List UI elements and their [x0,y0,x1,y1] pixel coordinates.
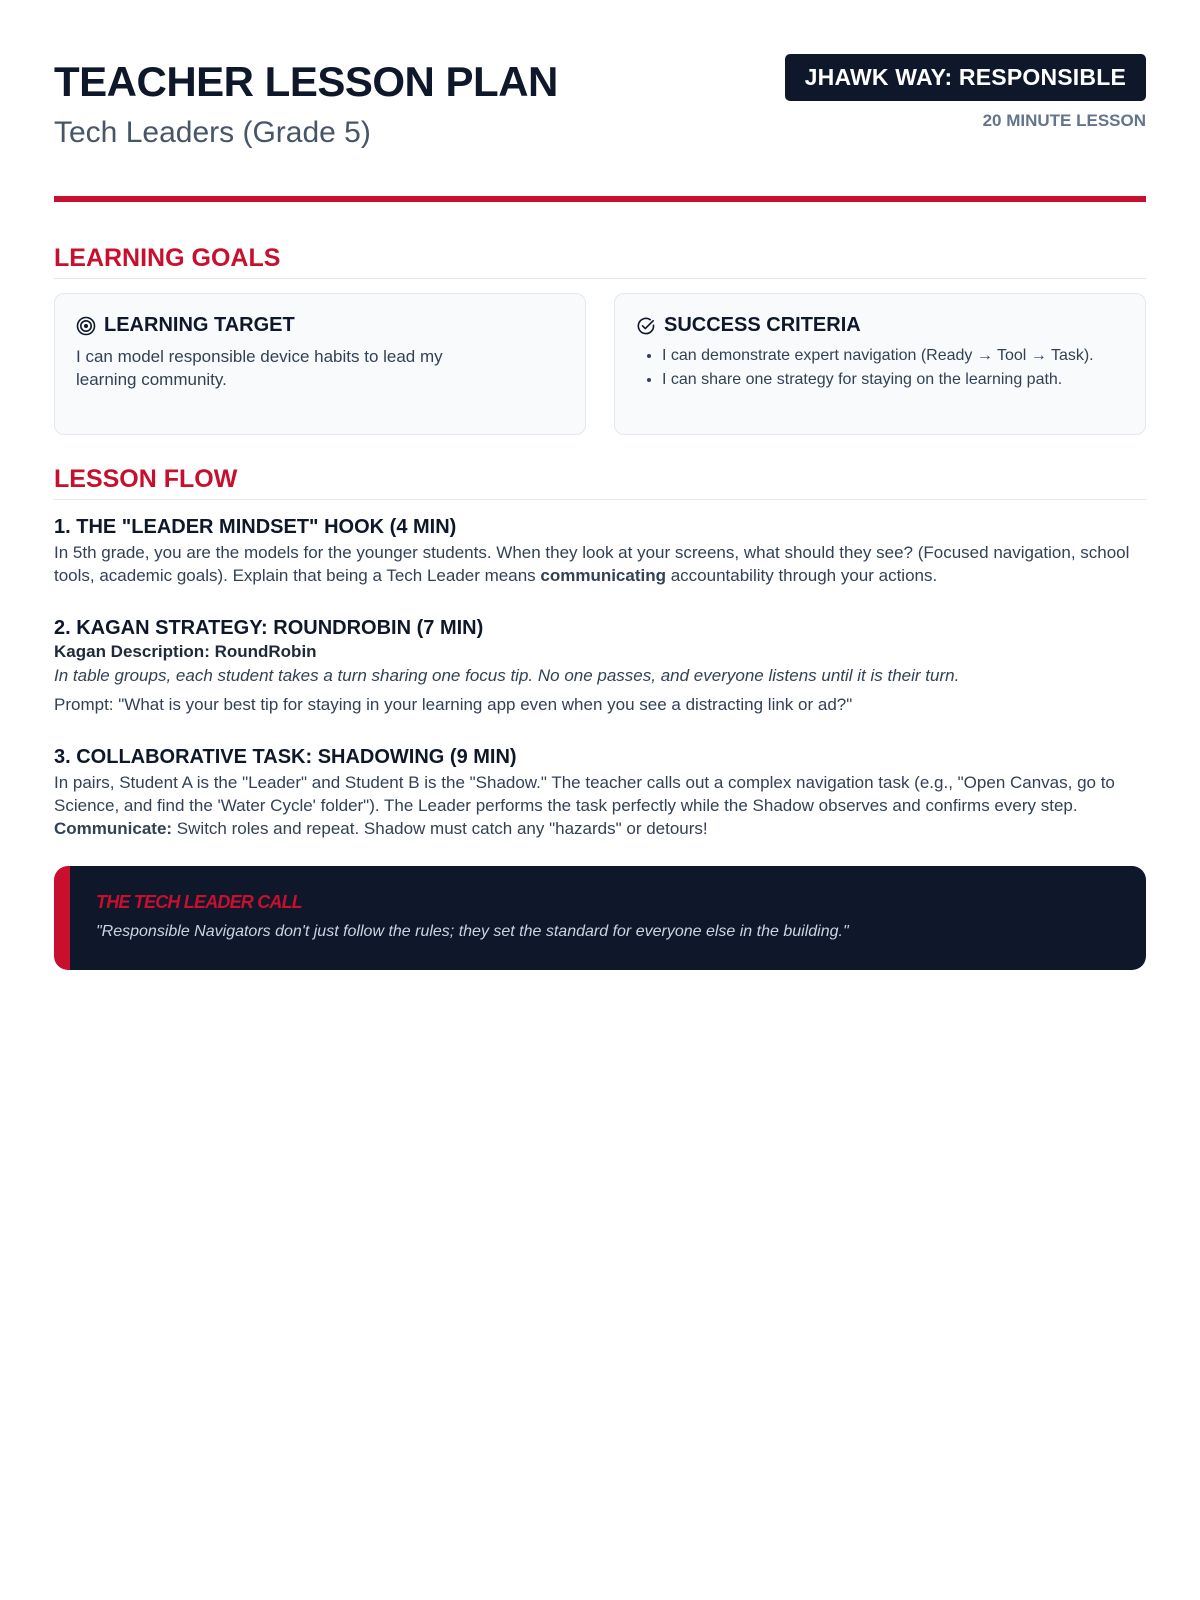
kagan-prompt: Prompt: "What is your best tip for staying in your learning app even when you see a distracting link or ad?" [54,695,853,714]
list-item: • I can demonstrate expert navigation (Ready → Tool → Task). [662,345,1124,366]
learning-target-title: LEARNING TARGET [104,314,295,336]
list-item: • I can share one strategy for staying on the learning path. [662,369,1124,390]
page-subtitle: Tech Leaders (Grade 5) [54,116,371,149]
step-hook [54,516,1146,587]
lesson-duration: 20 MINUTE LESSON [982,111,1146,130]
step-kagan [54,617,1146,716]
learning-target-card [54,293,586,435]
header-right [785,54,1146,131]
page-header [54,54,1146,202]
step-3-text-before: In pairs, Student A is the "Leader" and Student B is the "Shadow." The teacher calls out a complex navigation task (e.g., "Open Canvas, go to Science, and find the 'Water Cycle' folder"). The Leader performs the task perfectly while the Shadow observes and confirms every step. [54,773,1115,815]
learning-target-header [76,314,564,337]
success-criteria-list [636,345,1124,390]
callout-quote: "Responsible Navigators don't just follow the rules; they set the standard for everyone else in the building." [96,923,849,940]
step-2-title: 2. KAGAN STRATEGY: ROUNDROBIN (7 MIN) [54,617,484,639]
kagan-description-text: In table groups, each student takes a turn sharing one focus tip. No one passes, and everyone listens until it is their turn. [54,666,960,685]
step-1-text-after: accountability through your actions. [666,566,938,585]
step-1-text-bold: communicating [540,566,666,585]
tech-leader-callout [54,866,1146,970]
step-3-text-after: Switch roles and repeat. Shadow must catch any "hazards" or detours! [172,819,708,838]
lesson-flow-section [54,465,1146,840]
target-icon [76,316,96,336]
callout-title: THE TECH LEADER CALL [96,892,302,912]
success-criteria-card [614,293,1146,435]
step-1-text [54,541,1146,587]
step-1-text-before: In 5th grade, you are the models for the younger students. When they look at your screens, what should they see? (Focused navigation, school tools, academic goals). Explain that being a Tech Leader means [54,543,1130,585]
step-1-title: 1. THE "LEADER MINDSET" HOOK (4 MIN) [54,516,457,538]
step-3-text-bold: Communicate: [54,819,173,838]
goals-row [54,293,1146,435]
lesson-flow-heading: LESSON FLOW [54,465,1146,500]
page-title: TEACHER LESSON PLAN [54,58,558,105]
success-criteria-header [636,314,1124,337]
kagan-description-label: Kagan Description: RoundRobin [54,642,317,661]
jhawk-way-badge: JHAWK WAY: RESPONSIBLE [785,54,1146,101]
learning-goals-heading: LEARNING GOALS [54,244,1146,279]
success-criteria-title: SUCCESS CRITERIA [664,314,861,336]
check-circle-icon [636,316,656,336]
step-shadowing [54,746,1146,840]
learning-goals-section [54,244,1146,435]
step-3-title: 3. COLLABORATIVE TASK: SHADOWING (9 MIN) [54,746,517,768]
header-left [54,54,558,150]
step-3-text [54,771,1146,840]
learning-target-text: I can model responsible device habits to lead my learning community. [76,347,443,389]
